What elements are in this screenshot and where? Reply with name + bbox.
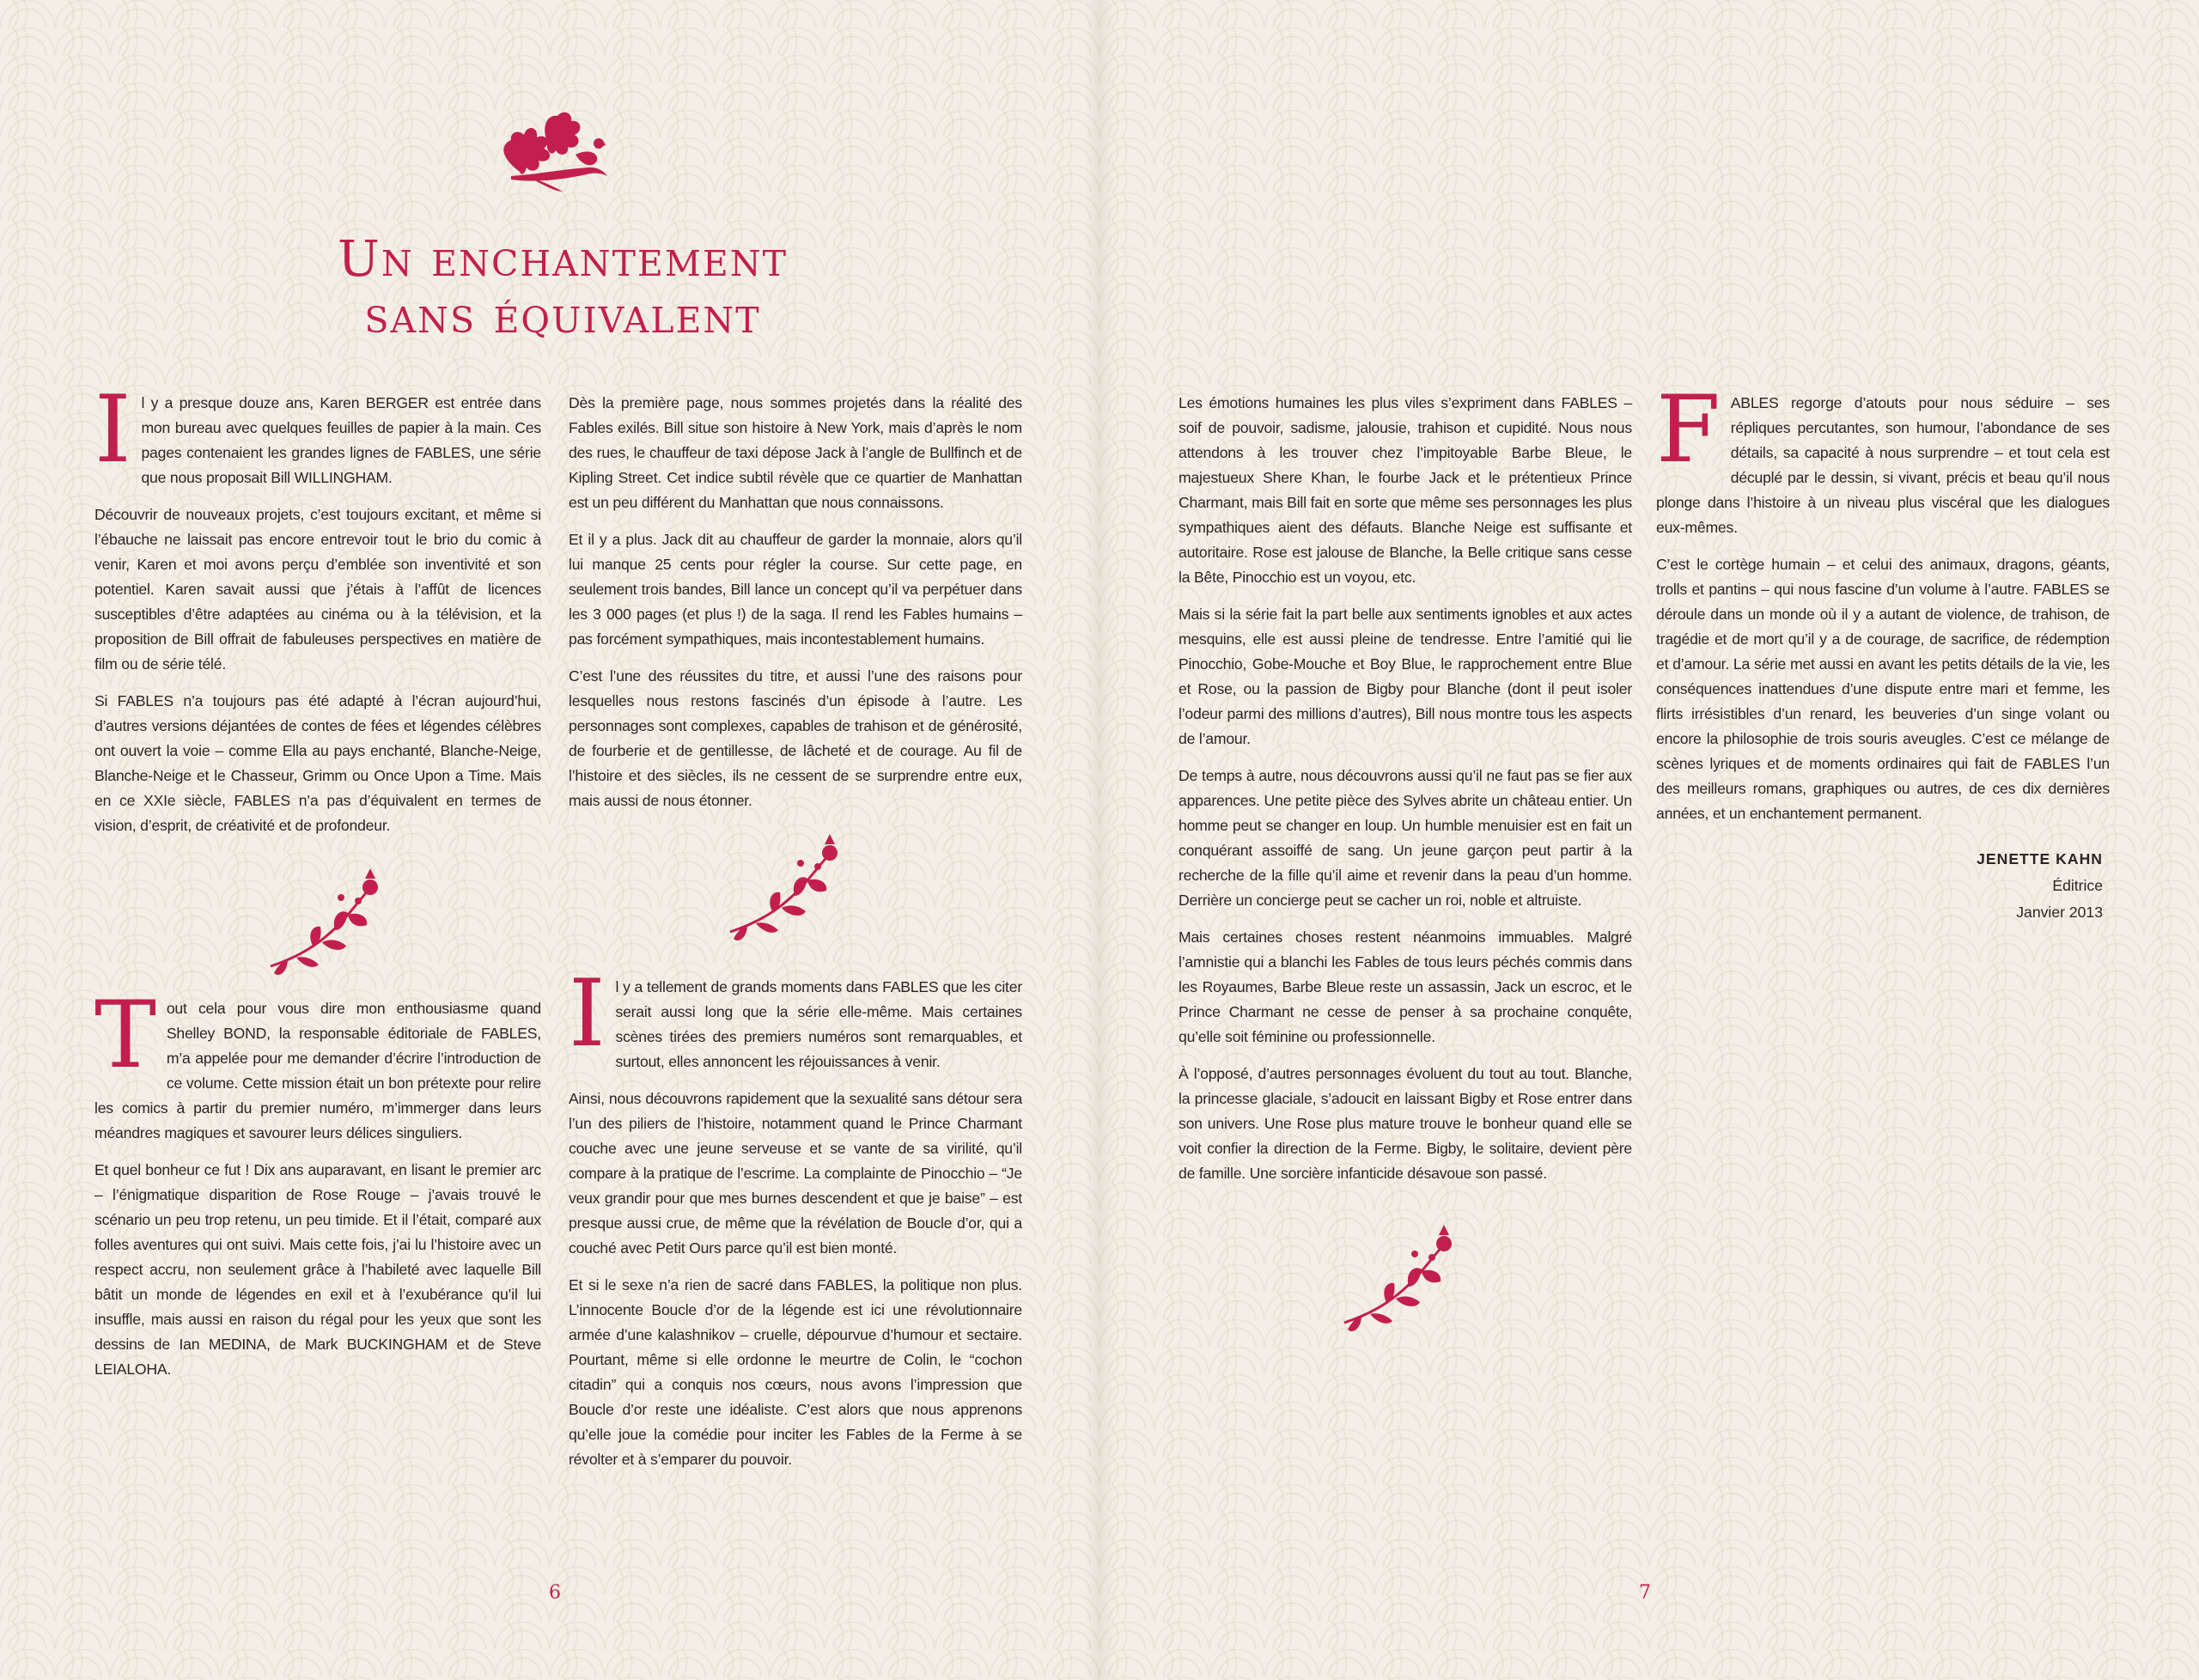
column-2-bottom	[569, 960, 1022, 1484]
drop-cap: I	[94, 376, 131, 484]
book-gutter	[1084, 0, 1115, 1680]
paragraph: Si FABLES n’a toujours pas été adapté à l’écran aujourd’hui, d’autres versions déjantées de contes de fées et légendes célèbres ont ouvert la voie – comme Ella au pays enchanté, Blanche-Neige, Blanche-Neige et le Chasseur, Grimm ou Once Upon a Time. Mais en ce XXIe siècle, FABLES n’a pas d’équivalent en termes de vision, d’esprit, de créativité et de profondeur.	[94, 692, 541, 834]
floral-sprig-icon	[1336, 1220, 1465, 1340]
column-3	[1179, 391, 1632, 1198]
paragraph-text: l y a presque douze ans, Karen BERGER est entrée dans mon bureau avec quelques feuilles de papier à la main. Ces pages contenaient les grandes lignes de FABLES, une série que nous proposait Bill WILLINGHAM.	[141, 394, 541, 486]
paragraph: Dès la première page, nous sommes projetés dans la réalité des Fables exilés. Bill situe son histoire à New York, mais d’après le nom des rues, le chauffeur de taxi dépose Jack à l’angle de Bullfinch et de Kipling Street. Cet indice subtil révèle que ce quartier de Manhattan est un peu différent du Manhattan que nous connaissons.	[569, 394, 1022, 511]
column-1-top	[94, 376, 541, 850]
page-number-left: 6	[549, 1582, 561, 1604]
paragraph	[94, 982, 541, 1146]
paragraph: Les émotions humaines les plus viles s’expriment dans FABLES – soif de pouvoir, sadisme, jalousie, trahison et cupidité. Nous nous attendons à les trouver chez l’impitoyable Barbe Bleue, le majestueux Shere Khan, le fourbe Jack et le prétentieux Prince Charmant, mais Bill fait en sorte que même ses personnages les plus sympathiques aient des défauts. Blanche Neige est suffisante et autoritaire. Rose est jalouse de Blanche, la Belle critique sans cesse la Bête, Pinocchio est un voyou, etc.	[1179, 394, 1632, 586]
paragraph: C’est l’une des réussites du titre, et aussi l’une des raisons pour lesquelles nous restons fascinés d’un épisode à l’autre. Les personnages sont complexes, capables de trahison et de générosité, de fourberie et de gentillesse, de lâcheté et de courage. Au fil de l’histoire et des siècles, ils ne cessent de se surprendre entre eux, mais aussi de nous étonner.	[569, 667, 1022, 809]
paragraph	[1656, 376, 2110, 540]
signature-block	[1656, 846, 2103, 926]
column-1-bottom	[94, 982, 541, 1394]
paragraph-text: l y a tellement de grands moments dans FABLES que les citer serait aussi long que la série elle-même. Mais certaines scènes tirées des premiers numéros sont remarquables, et surtout, elles annoncent les réjouissances à venir.	[615, 978, 1022, 1070]
author-name: JENETTE KAHN	[1977, 850, 2103, 867]
paragraph: Mais certaines choses restent néanmoins immuables. Malgré l’amnistie qui a blanchi les Fables de tous leurs péchés commis dans les Royaumes, Barbe Bleue reste un assassin, Jack un escroc, et le Prince Charmant ne cesse de penser à sa prochaine conquête, qu’elle soit féminine ou professionnelle.	[1179, 928, 1632, 1045]
paragraph	[94, 376, 541, 490]
signature-date: Janvier 2013	[2016, 904, 2103, 921]
paragraph-text: ABLES regorge d’atouts pour nous séduire – ses répliques percutantes, son humour, l’abondance de ses détails, sa capacité à nous surprendre – et tout cela est décuplé par le dessin, si vivant, précis et beau qu’il nous plonge dans l’histoire à un niveau plus viscéral que les dialogues eux-mêmes.	[1656, 394, 2110, 536]
paragraph: À l’opposé, d’autres personnages évoluent du tout au tout. Blanche, la princesse glaciale, s’adoucit en laissant Bigby et Rose entrer dans son univers. Une Rose plus mature trouve le bonheur quand elle se voit confier la direction de la Ferme. Bigby, le solitaire, devient père de famille. Une sorcière infanticide désavoue son passé.	[1179, 1065, 1632, 1182]
paragraph	[569, 960, 1022, 1074]
drop-cap: F	[1656, 376, 1721, 484]
paragraph: De temps à autre, nous découvrons aussi qu’il ne faut pas se fier aux apparences. Une petite pièce des Sylves abrite un château entier. Un homme peut se changer en loup. Un humble menuisier est en fait un conquérant assoiffé de sang. Un jeune garçon peut partir à la recherche de la fille qu’il aime et revenir dans la peau d’un homme. Derrière un concierge peut se cacher un roi, noble et altruiste.	[1179, 767, 1632, 909]
drop-cap: T	[94, 982, 156, 1089]
paragraph: Et il y a plus. Jack dit au chauffeur de garder la monnaie, alors qu’il lui manque 25 cents pour régler la course. Sur cette page, en seulement trois bandes, Bill lance un concept qu’il va perpétuer dans les 3 000 pages (et plus !) de la saga. Il rend les Fables humains – pas forcément sympathiques, mais incontestablement humains.	[569, 531, 1022, 648]
paragraph-text: out cela pour vous dire mon enthousiasme quand Shelley BOND, la responsable éditoriale de FABLES, m’a appelée pour me demander d’écrire l’introduction de ce volume. Cette mission était un bon prétexte pour relire les comics à partir du premier numéro, m’immerger dans leurs méandres magiques et savourer leurs délices singuliers.	[94, 1000, 541, 1141]
page-title	[176, 230, 949, 344]
paragraph: Découvrir de nouveaux projets, c’est toujours excitant, et même si l’ébauche ne laissait pas encore entrevoir tout le brio du comic à venir, Karen et moi avons perçu d’emblée son inventivité et son potentiel. Karen savait aussi que j’étais à l’affût de licences susceptibles d’être adaptées au cinéma ou à la télévision, et la proposition de Bill offrait de fabuleuses perspectives en matière de film ou de série télé.	[94, 506, 541, 673]
author-role: Éditrice	[2052, 877, 2103, 894]
paragraph: Mais si la série fait la part belle aux sentiments ignobles et aux actes mesquins, elle est aussi pleine de tendresse. Entre l’amitié qui lie Pinocchio, Gobe-Mouche et Boy Blue, le rapprochement entre Blue et Rose, ou la passion de Bigby pour Blanche (dont il peut isoler l’odeur parmi des millions d’autres), Bill nous montre tous les aspects de l’amour.	[1179, 606, 1632, 747]
page-number-right: 7	[1639, 1582, 1651, 1604]
paragraph: Et quel bonheur ce fut ! Dix ans auparavant, en lisant le premier arc – l’énigmatique disparition de Rose Rouge – j’avais trouvé le scénario un peu trop retenu, un peu timide. Et il l’était, comparé aux folles aventures qui ont suivi. Mais cette fois, j’ai lu l’histoire avec un respect accru, non seulement grâce à l’habileté avec laquelle Bill bâtit un monde de légendes en exil et à l’exubérance qu’il lui insuffle, mais aussi en raison du régal pour les yeux que sont les dessins de Ian MEDINA, de Mark BUCKINGHAM et de Steve LEIALOHA.	[94, 1161, 541, 1378]
oak-leaf-ornament-icon	[494, 107, 618, 193]
floral-sprig-icon	[722, 829, 850, 949]
column-4	[1656, 376, 2110, 838]
paragraph: Ainsi, nous découvrons rapidement que la sexualité sans détour sera l’un des piliers de l’histoire, notamment quand le Prince Charmant couche avec une jeune serveuse et se vante de sa virilité, qu’il compare à la pratique de l’escrime. La complainte de Pinocchio – “Je veux grandir pour que mes burnes descendent et que je baise” – est presque aussi crue, de même que la révélation de Boucle d’or, qui a couché avec Petit Ours parce qu’il est bien monté.	[569, 1090, 1022, 1257]
title-line-1: Un enchantement	[337, 229, 788, 288]
column-2-top	[569, 391, 1022, 825]
drop-cap: I	[569, 960, 606, 1068]
paragraph: Et si le sexe n’a rien de sacré dans FABLES, la politique non plus. L’innocente Boucle d’or de la légende est ici une révolutionnaire armée d’une kalashnikov – cruelle, dépourvue d’humour et sectaire. Pourtant, même si elle ordonne le meurtre de Colin, le “cochon citadin” qui a conquis nos cœurs, nous avons l’impression que Boucle d’or reste une idéaliste. C’est alors que nous apprenons qu’elle joue la comédie pour inciter les Fables de la Ferme à se révolter et à s’emparer du pouvoir.	[569, 1276, 1022, 1468]
paragraph: C’est le cortège humain – et celui des animaux, dragons, géants, trolls et pantins – qui nous fascine d’un volume à l’autre. FABLES se déroule dans un monde où il y a autant de violence, de trahison, de tragédie et de mort qu’il y a de courage, de sacrifice, de rédemption et d’amour. La série met aussi en avant les petits détails de la vie, les conséquences inattendues d’une dispute entre mari et femme, les flirts irrésistibles d’un renard, les beuveries d’un singe volant ou encore la philosophie de trois souris aveugles. C’est ce mélange de scènes lyriques et de moments ordinaires qui fait de FABLES l’un des meilleurs romans, graphiques ou autres, de ces dix dernières années, et un enchantement permanent.	[1656, 556, 2110, 822]
title-line-2: sans équivalent	[364, 286, 761, 344]
floral-sprig-icon	[262, 863, 391, 983]
